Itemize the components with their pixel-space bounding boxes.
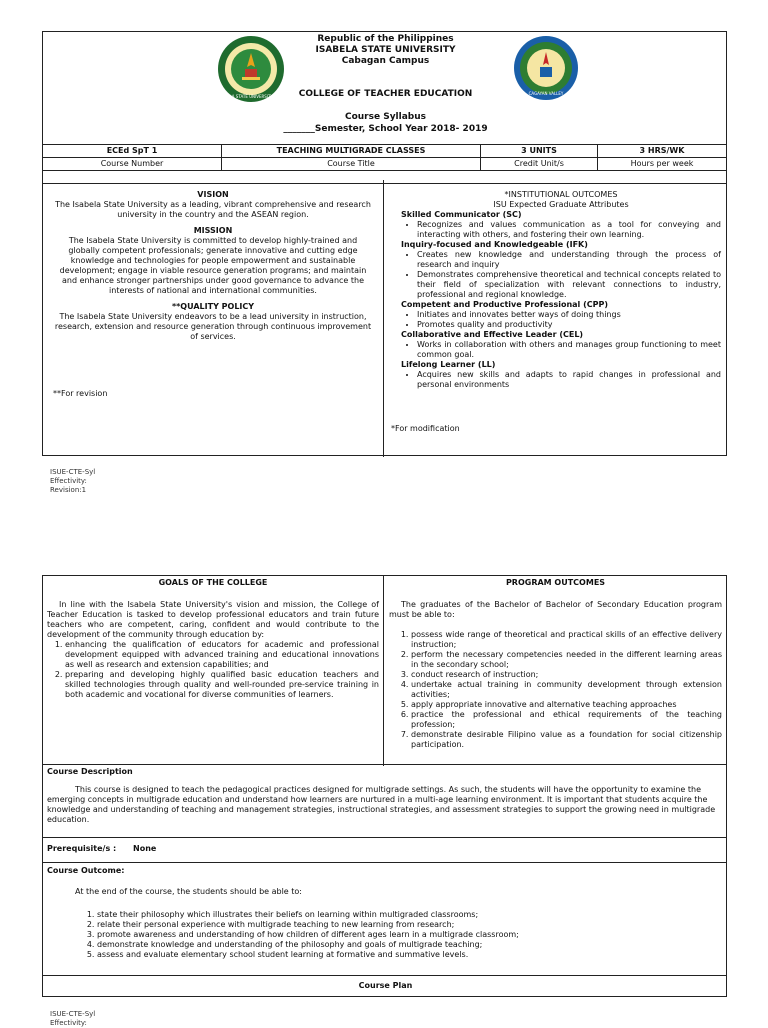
course-outcome-item: 5. assess and evaluate elementary school student learning at formative and summative levels. <box>97 950 717 960</box>
isu-seal-text: ISABELA STATE UNIVERSITY 1978 <box>217 94 285 99</box>
goals-outcomes-section <box>42 575 727 765</box>
campus-seal-text: CAGAYAN VALLEY <box>528 91 564 96</box>
page-footer <box>50 468 95 495</box>
hours-value: 3 HRS/WK <box>598 145 727 158</box>
revision-note: **For revision <box>53 389 108 398</box>
outcomes-subtitle: ISU Expected Graduate Attributes <box>493 200 629 209</box>
vision-block <box>53 190 373 342</box>
quality-policy-title: **QUALITY POLICY <box>171 302 255 311</box>
university-name: ISABELA STATE UNIVERSITY <box>315 45 456 55</box>
program-outcome-item: 2. perform the necessary competencies needed in the different learning areas in the secondary school; <box>411 650 722 670</box>
outcome-item: • Demonstrates comprehensive theoretical and technical concepts related to their field of specialization with relevant connections to industry, professional and regional knowledge. <box>417 270 721 300</box>
prerequisite-value: None <box>133 844 157 853</box>
goals-content <box>47 600 379 700</box>
program-outcome-item: 4. undertake actual training in community development through extension activities; <box>411 680 722 700</box>
campus-name: Cabagan Campus <box>341 56 430 66</box>
program-outcomes-content <box>389 600 722 750</box>
course-outcome-item: 3. promote awareness and understanding of how children of different ages learn in a multigrade classroom; <box>97 930 717 940</box>
course-outcome-list <box>79 910 717 960</box>
mission-title: MISSION <box>193 226 233 235</box>
goals-intro: In line with the Isabela State University's vision and mission, the College of Teacher Education is tasked to develop professional educators and train future teachers who are competent, caring, confident and would contribute to the development of the community through education by: <box>47 600 379 639</box>
college-name: COLLEGE OF TEACHER EDUCATION <box>298 89 473 99</box>
page-footer-2 <box>50 1010 95 1028</box>
course-outcome-item: 2. relate their personal experience with multigrade teaching to new learning from research; <box>97 920 717 930</box>
program-outcome-item: 5. apply appropriate innovative and alternative teaching approaches <box>411 700 722 710</box>
blank-row <box>43 171 727 184</box>
institutional-outcomes <box>401 190 721 390</box>
prerequisite-section <box>42 837 727 863</box>
course-outcome-item: 4. demonstrate knowledge and understanding of the philosophy and goals of multigrade teaching; <box>97 940 717 950</box>
program-outcome-item: 1. possess wide range of theoretical and practical skills of an effective delivery instruction; <box>411 630 722 650</box>
outcome-item: • Initiates and innovates better ways of doing things <box>417 310 721 320</box>
course-title-label: Course Title <box>222 158 481 171</box>
hours-label: Hours per week <box>598 158 727 171</box>
footer-doc-code: ISUE-CTE-Syl <box>50 468 96 476</box>
outcome-group-name: Skilled Communicator (SC) <box>401 210 522 219</box>
program-intro: The graduates of the Bachelor of Bachelor of Secondary Education program must be able to: <box>389 600 722 619</box>
mission-text: The Isabela State University is committed to develop highly-trained and globally competent professionals; generate innovative and cutting edge knowledge and technologies for people empowerment and sustainable development; engage in viable resource generation programs; and maintain and enhance stronger partnerships under good governance to advance the interests of national and international communities. <box>59 236 367 295</box>
course-plan-section <box>42 975 727 997</box>
prerequisite-label: Prerequisite/s : <box>47 844 117 853</box>
program-outcome-item: 7. demonstrate desirable Filipino value as a foundation for social citizenship participation. <box>411 730 722 750</box>
header-section <box>42 31 727 456</box>
vision-text: The Isabela State University as a leading, vibrant comprehensive and research university in the country and the ASEAN region. <box>55 200 371 219</box>
outcome-group-name: Inquiry-focused and Knowledgeable (IFK) <box>401 240 588 249</box>
course-info-table <box>42 144 727 184</box>
course-plan-title: Course Plan <box>358 981 413 990</box>
outcome-item: • Acquires new skills and adapts to rapid changes in professional and personal environments <box>417 370 721 390</box>
course-outcome-item: 1. state their philosophy which illustrates their beliefs on learning within multigraded classrooms; <box>97 910 717 920</box>
goals-title: GOALS OF THE COLLEGE <box>158 578 268 587</box>
course-outcome-intro: At the end of the course, the students should be able to: <box>75 887 302 896</box>
course-outcome-section <box>42 862 727 976</box>
outcome-item: • Recognizes and values communication as a tool for conveying and interacting with others, and fostering their own learning. <box>417 220 721 240</box>
program-outcomes-title: PROGRAM OUTCOMES <box>505 578 606 587</box>
footer-revision: Revision:1 <box>50 486 87 494</box>
semester-line: _______Semester, School Year 2018- 2019 <box>283 124 488 134</box>
footer-effectivity: Effectivity: <box>50 1019 87 1027</box>
goal-item: 1. enhancing the qualification of educators for academic and professional development equipped with advanced training and educational innovations as well as research and extension capabilities; and <box>65 640 379 670</box>
syllabus-title: Course Syllabus <box>344 112 427 122</box>
course-title-value: TEACHING MULTIGRADE CLASSES <box>222 145 481 158</box>
footer-effectivity: Effectivity: <box>50 477 87 485</box>
description-text: This course is designed to teach the pedagogical practices designed for multigrade settings. As such, the students will have the opportunity to examine the emerging concepts in multigrade education and understand how learners are nurtured in a multi-age learning environment. It is important that students acquire the knowledge and understanding of teaching and management strategies, instructional strategies, and assessment strategies to support the growing need in multigrade education. <box>47 785 716 824</box>
course-number-label: Course Number <box>43 158 222 171</box>
credit-units-value: 3 UNITS <box>481 145 598 158</box>
course-outcome-title: Course Outcome: <box>47 866 125 875</box>
outcome-item: • Creates new knowledge and understanding through the process of research and inquiry <box>417 250 721 270</box>
credit-units-label: Credit Unit/s <box>481 158 598 171</box>
outcome-group-name: Collaborative and Effective Leader (CEL) <box>401 330 584 339</box>
vision-title: VISION <box>197 190 229 199</box>
republic-line: Republic of the Philippines <box>317 34 454 44</box>
outcomes-title: *INSTITUTIONAL OUTCOMES <box>504 190 618 199</box>
program-outcome-item: 6. practice the professional and ethical requirements of the teaching profession; <box>411 710 722 730</box>
course-number-value: ECEd SpT 1 <box>43 145 222 158</box>
column-divider <box>383 576 384 766</box>
quality-policy-text: The Isabela State University endeavors to be a lead university in instruction, research, extension and resource generation through continuous improvement of services. <box>54 312 372 341</box>
description-title: Course Description <box>47 767 133 776</box>
outcome-group-name: Competent and Productive Professional (CPP) <box>401 300 608 309</box>
footer-doc-code: ISUE-CTE-Syl <box>50 1010 96 1018</box>
outcome-group-name: Lifelong Learner (LL) <box>401 360 496 369</box>
outcome-item: • Promotes quality and productivity <box>417 320 721 330</box>
outcome-item: • Works in collaboration with others and manages group functioning to meet common goal. <box>417 340 721 360</box>
modification-note: *For modification <box>391 424 460 433</box>
course-description-section <box>42 764 727 838</box>
program-outcome-item: 3. conduct research of instruction; <box>411 670 722 680</box>
goal-item: 2. preparing and developing highly qualified basic education teachers and skilled technologies through quality and well-rounded pre-service training in both academic and vocational for diverse communities of learners. <box>65 670 379 700</box>
column-divider <box>383 180 384 457</box>
